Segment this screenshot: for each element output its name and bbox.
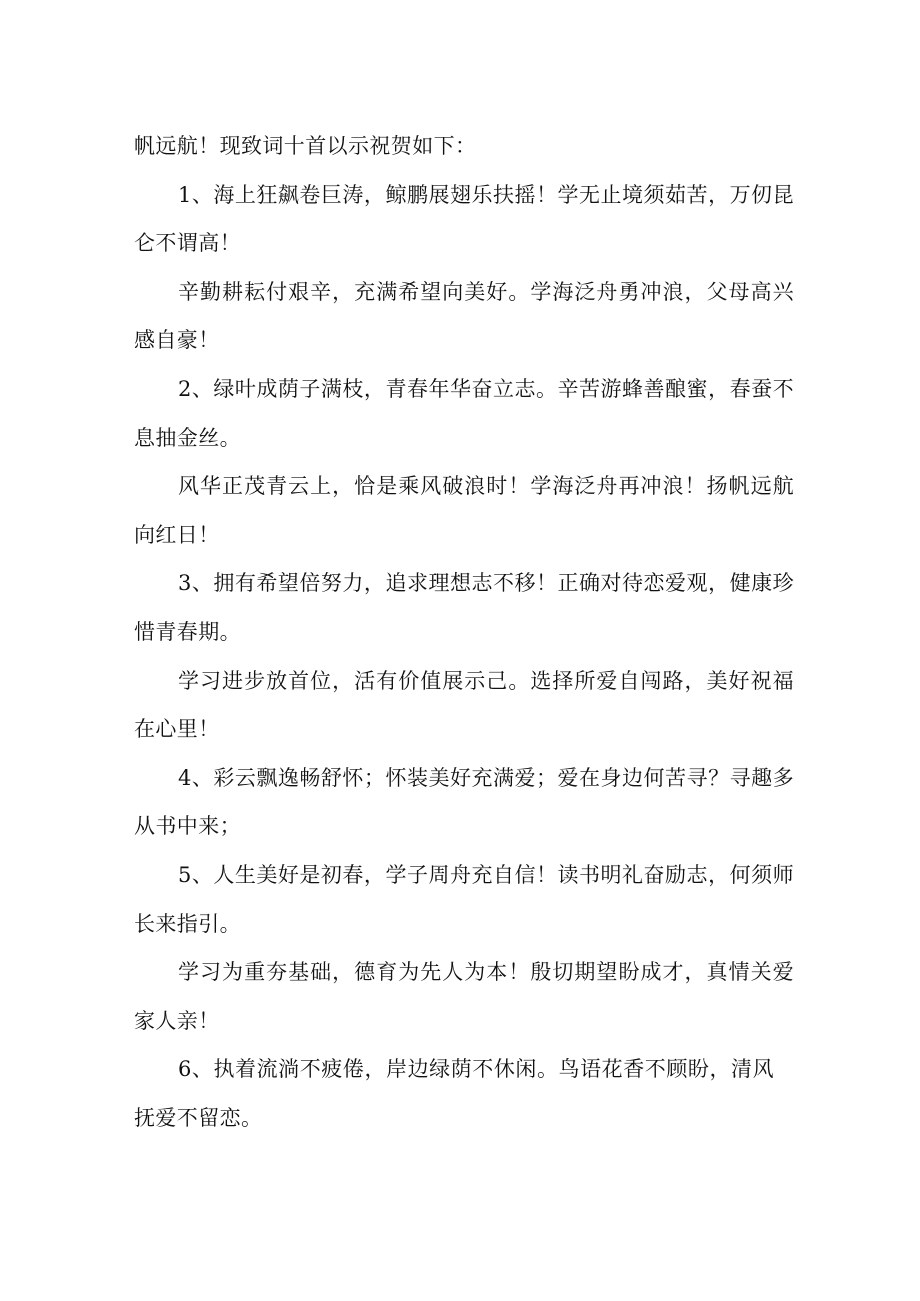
paragraph-poem-3-a: 3、拥有希望倍努力，追求理想志不移！正确对待恋爱观，健康珍惜青春期。 (134, 571, 794, 644)
document-body (134, 122, 794, 1142)
paragraph-poem-1-a: 1、海上狂飙卷巨涛，鲸鹏展翅乐扶摇！学无止境须茹苦，万仞昆仑不谓高！ (134, 182, 794, 256)
paragraph-intro: 帆远航！现致词十首以示祝贺如下： (134, 134, 477, 158)
paragraph-poem-5-a: 5、人生美好是初春，学子周舟充自信！读书明礼奋励志，何须师长来指引。 (134, 862, 794, 936)
paragraph-poem-6: 6、执着流淌不疲倦，岸边绿荫不休闲。鸟语花香不顾盼，清风抚爱不留恋。 (134, 1057, 774, 1130)
paragraph-poem-2-a: 2、绿叶成荫子满枝，青春年华奋立志。辛苦游蜂善酿蜜，春蚕不息抽金丝。 (134, 376, 794, 450)
paragraph-poem-4: 4、彩云飘逸畅舒怀；怀装美好充满爱；爱在身边何苦寻？寻趣多从书中来； (134, 765, 794, 839)
paragraph-poem-5-b: 学习为重夯基础，德育为先人为本！殷切期望盼成才，真情关爱家人亲！ (134, 960, 794, 1033)
paragraph-poem-3-b: 学习进步放首位，活有价值展示己。选择所爱自闯路，美好祝福在心里！ (134, 668, 794, 742)
paragraph-poem-2-b: 风华正茂青云上，恰是乘风破浪时！学海泛舟再冲浪！扬帆远航向红日！ (134, 474, 794, 547)
paragraph-poem-1-b: 辛勤耕耘付艰辛，充满希望向美好。学海泛舟勇冲浪，父母高兴感自豪！ (134, 279, 794, 353)
